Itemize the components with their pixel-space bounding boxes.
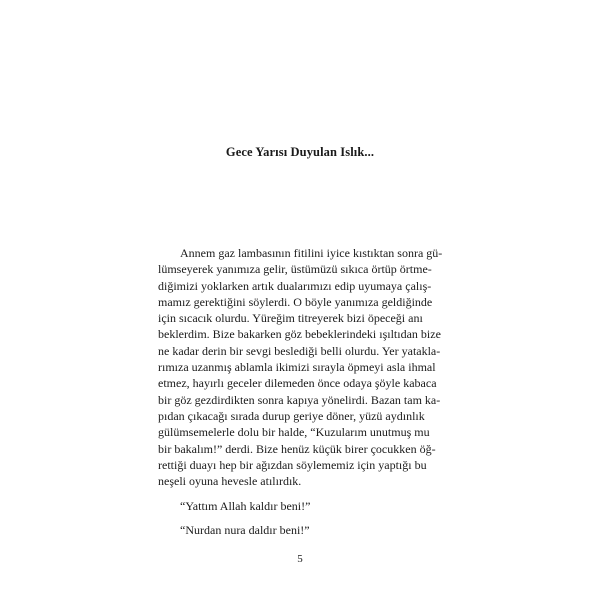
paragraph-line: diğimizi yoklarken artık dualarımızı edip uyumaya çalış- [158,278,432,293]
paragraph-line: ne kadar derin bir sevgi beslediği belli olurdu. Yer yatakla- [158,343,441,358]
paragraph-line: neşeli oyuna hevesle atılırdık. [158,474,302,489]
page-number: 5 [297,553,303,565]
paragraph-line: için sıcacık olurdu. Yüreğim titreyerek bizi öpeceği anı [158,311,423,326]
chapter-title: Gece Yarısı Duyulan Islık... [225,145,375,159]
quote-line-2: “Nurdan nura daldır beni!” [180,522,310,537]
paragraph-line: rettiği duayı hep bir ağızdan söylememiz için yaptığı bu [158,457,427,472]
quote-line-1: “Yattım Allah kaldır beni!” [180,499,311,514]
paragraph-line: beklerdim. Bize bakarken göz bebeklerindeki ışıltıdan bize [158,327,441,342]
paragraph-line: bir bakalım!” derdi. Bize henüz küçük birer çocukken öğ- [158,441,436,456]
paragraph-line: gülümsemelerle dolu bir halde, “Kuzularım unutmuş mu [158,425,430,440]
paragraph-line: etmez, hayırlı geceler dilemeden önce odaya şöyle kabaca [158,376,437,391]
paragraph-line: Annem gaz lambasının fitilini iyice kıstıktan sonra gü- [180,246,443,260]
paragraph-line: bir göz gezdirdikten sonra kapıya yönelirdi. Bazan tam ka- [158,392,441,407]
paragraph-line: pıdan çıkacağı sırada durup geriye döner, yüzü aydınlık [158,408,425,423]
paragraph-line: lümseyerek yanımıza gelir, üstümüzü sıkıca örtüp örtme- [158,262,432,277]
paragraph-line: mamız gerektiğini söylerdi. O böyle yanımıza geldiğinde [158,294,433,309]
paragraph-line: rımıza uzanmış ablamla ikimizi sırayla öpmeyi asla ihmal [158,360,436,375]
body-text [158,245,464,538]
